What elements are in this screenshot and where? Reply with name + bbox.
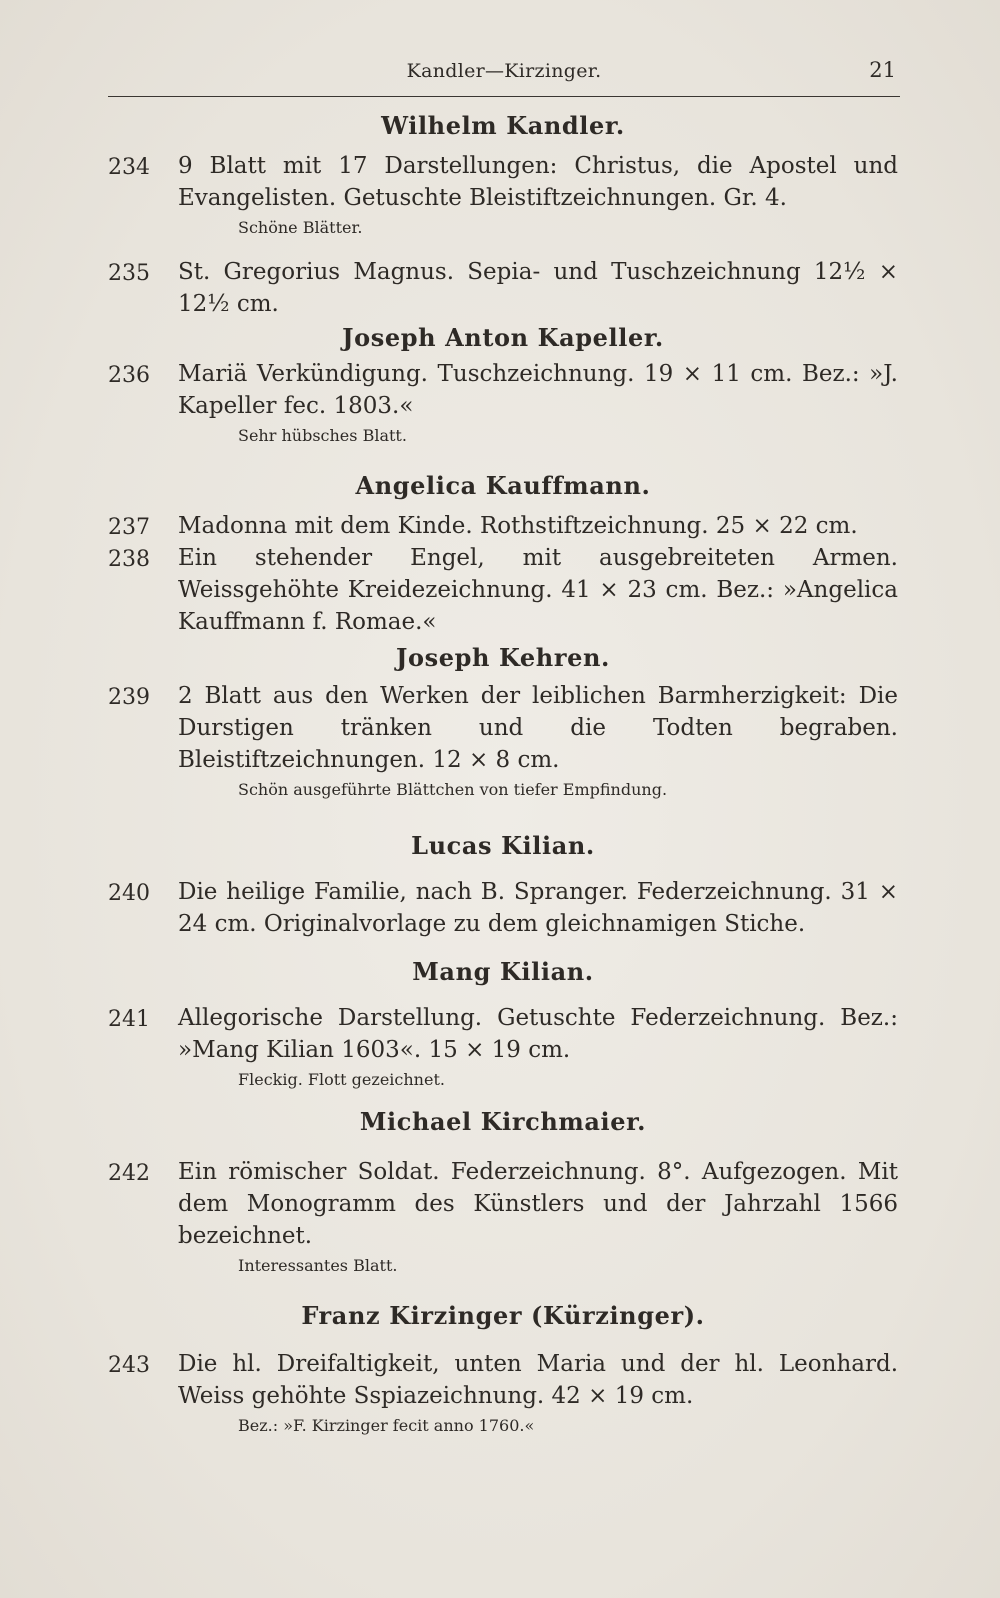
catalog-entry [108, 1002, 898, 1094]
artist-heading: Joseph Anton Kapeller. [342, 323, 664, 352]
entry-number: 241 [108, 1007, 150, 1032]
entry-description: Die hl. Dreifaltigkeit, unten Maria und der hl. Leonhard. Weiss gehöhte Sspiazeichnung. 42 × 19 cm. [178, 1351, 898, 1409]
catalog-content [108, 108, 898, 1440]
running-head [108, 56, 900, 97]
entry-description: Allegorische Darstellung. Getuschte Federzeichnung. Bez.: »Mang Kilian 1603«. 15 × 19 cm. [178, 1005, 898, 1063]
entry-note: Schöne Blätter. [238, 218, 363, 237]
entry-description: 2 Blatt aus den Werken der leiblichen Barmherzigkeit: Die Durstigen tränken und die Todten begraben. Bleistiftzeichnungen. 12 × 8 cm. [178, 683, 898, 773]
catalog-entry [108, 680, 898, 804]
artist-heading: Angelica Kauffmann. [355, 471, 651, 500]
artist-heading: Mang Kilian. [412, 957, 594, 986]
entry-number: 240 [108, 881, 150, 906]
catalog-entry [108, 1156, 898, 1280]
entry-description: Madonna mit dem Kinde. Rothstiftzeichnung. 25 × 22 cm. [178, 513, 858, 539]
entry-note: Fleckig. Flott gezeichnet. [238, 1070, 445, 1089]
entry-note: Sehr hübsches Blatt. [238, 426, 407, 445]
entry-note: Interessantes Blatt. [238, 1256, 398, 1275]
entry-description: St. Gregorius Magnus. Sepia- und Tuschzeichnung 12½ × 12½ cm. [178, 259, 898, 317]
entry-number: 237 [108, 515, 150, 540]
entry-number: 242 [108, 1161, 150, 1186]
artist-heading: Lucas Kilian. [411, 831, 595, 860]
entry-description: 9 Blatt mit 17 Darstellungen: Christus, die Apostel und Evangelisten. Getuschte Bleistiftzeichnungen. Gr. 4. [178, 153, 898, 211]
entry-description: Mariä Verkündigung. Tuschzeichnung. 19 × 11 cm. Bez.: »J. Kapeller fec. 1803.« [178, 361, 898, 419]
entry-number: 234 [108, 155, 150, 180]
running-title: Kandler—Kirzinger. [406, 60, 602, 82]
entry-number: 243 [108, 1353, 150, 1378]
catalog-entry [108, 876, 898, 940]
artist-heading: Joseph Kehren. [396, 643, 610, 672]
artist-heading: Wilhelm Kandler. [381, 111, 625, 140]
entry-number: 236 [108, 363, 150, 388]
artist-heading: Franz Kirzinger (Kürzinger). [301, 1301, 705, 1330]
entry-description: Ein römischer Soldat. Federzeichnung. 8°. Aufgezogen. Mit dem Monogramm des Künstlers und der Jahrzahl 1566 bezeichnet. [178, 1159, 898, 1249]
entry-description: Die heilige Familie, nach B. Spranger. Federzeichnung. 31 × 24 cm. Originalvorlage zu dem gleichnamigen Stiche. [178, 879, 898, 937]
entry-note: Schön ausgeführte Blättchen von tiefer Empfindung. [238, 780, 668, 799]
entry-number: 238 [108, 547, 150, 572]
page-number: 21 [869, 58, 896, 82]
catalog-entry [108, 358, 898, 450]
catalog-entry [108, 256, 898, 320]
catalog-entry [108, 542, 898, 638]
entry-number: 239 [108, 685, 150, 710]
entry-description: Ein stehender Engel, mit ausgebreiteten Armen. Weissgehöhte Kreidezeichnung. 41 × 23 cm. Bez.: »Angelica Kauffmann f. Romae.« [178, 545, 898, 635]
catalog-entry [108, 1348, 898, 1440]
artist-heading: Michael Kirchmaier. [359, 1107, 647, 1136]
entry-note: Bez.: »F. Kirzinger fecit anno 1760.« [238, 1416, 535, 1435]
catalog-entry [108, 510, 898, 542]
catalog-entry [108, 150, 898, 242]
entry-number: 235 [108, 261, 150, 286]
